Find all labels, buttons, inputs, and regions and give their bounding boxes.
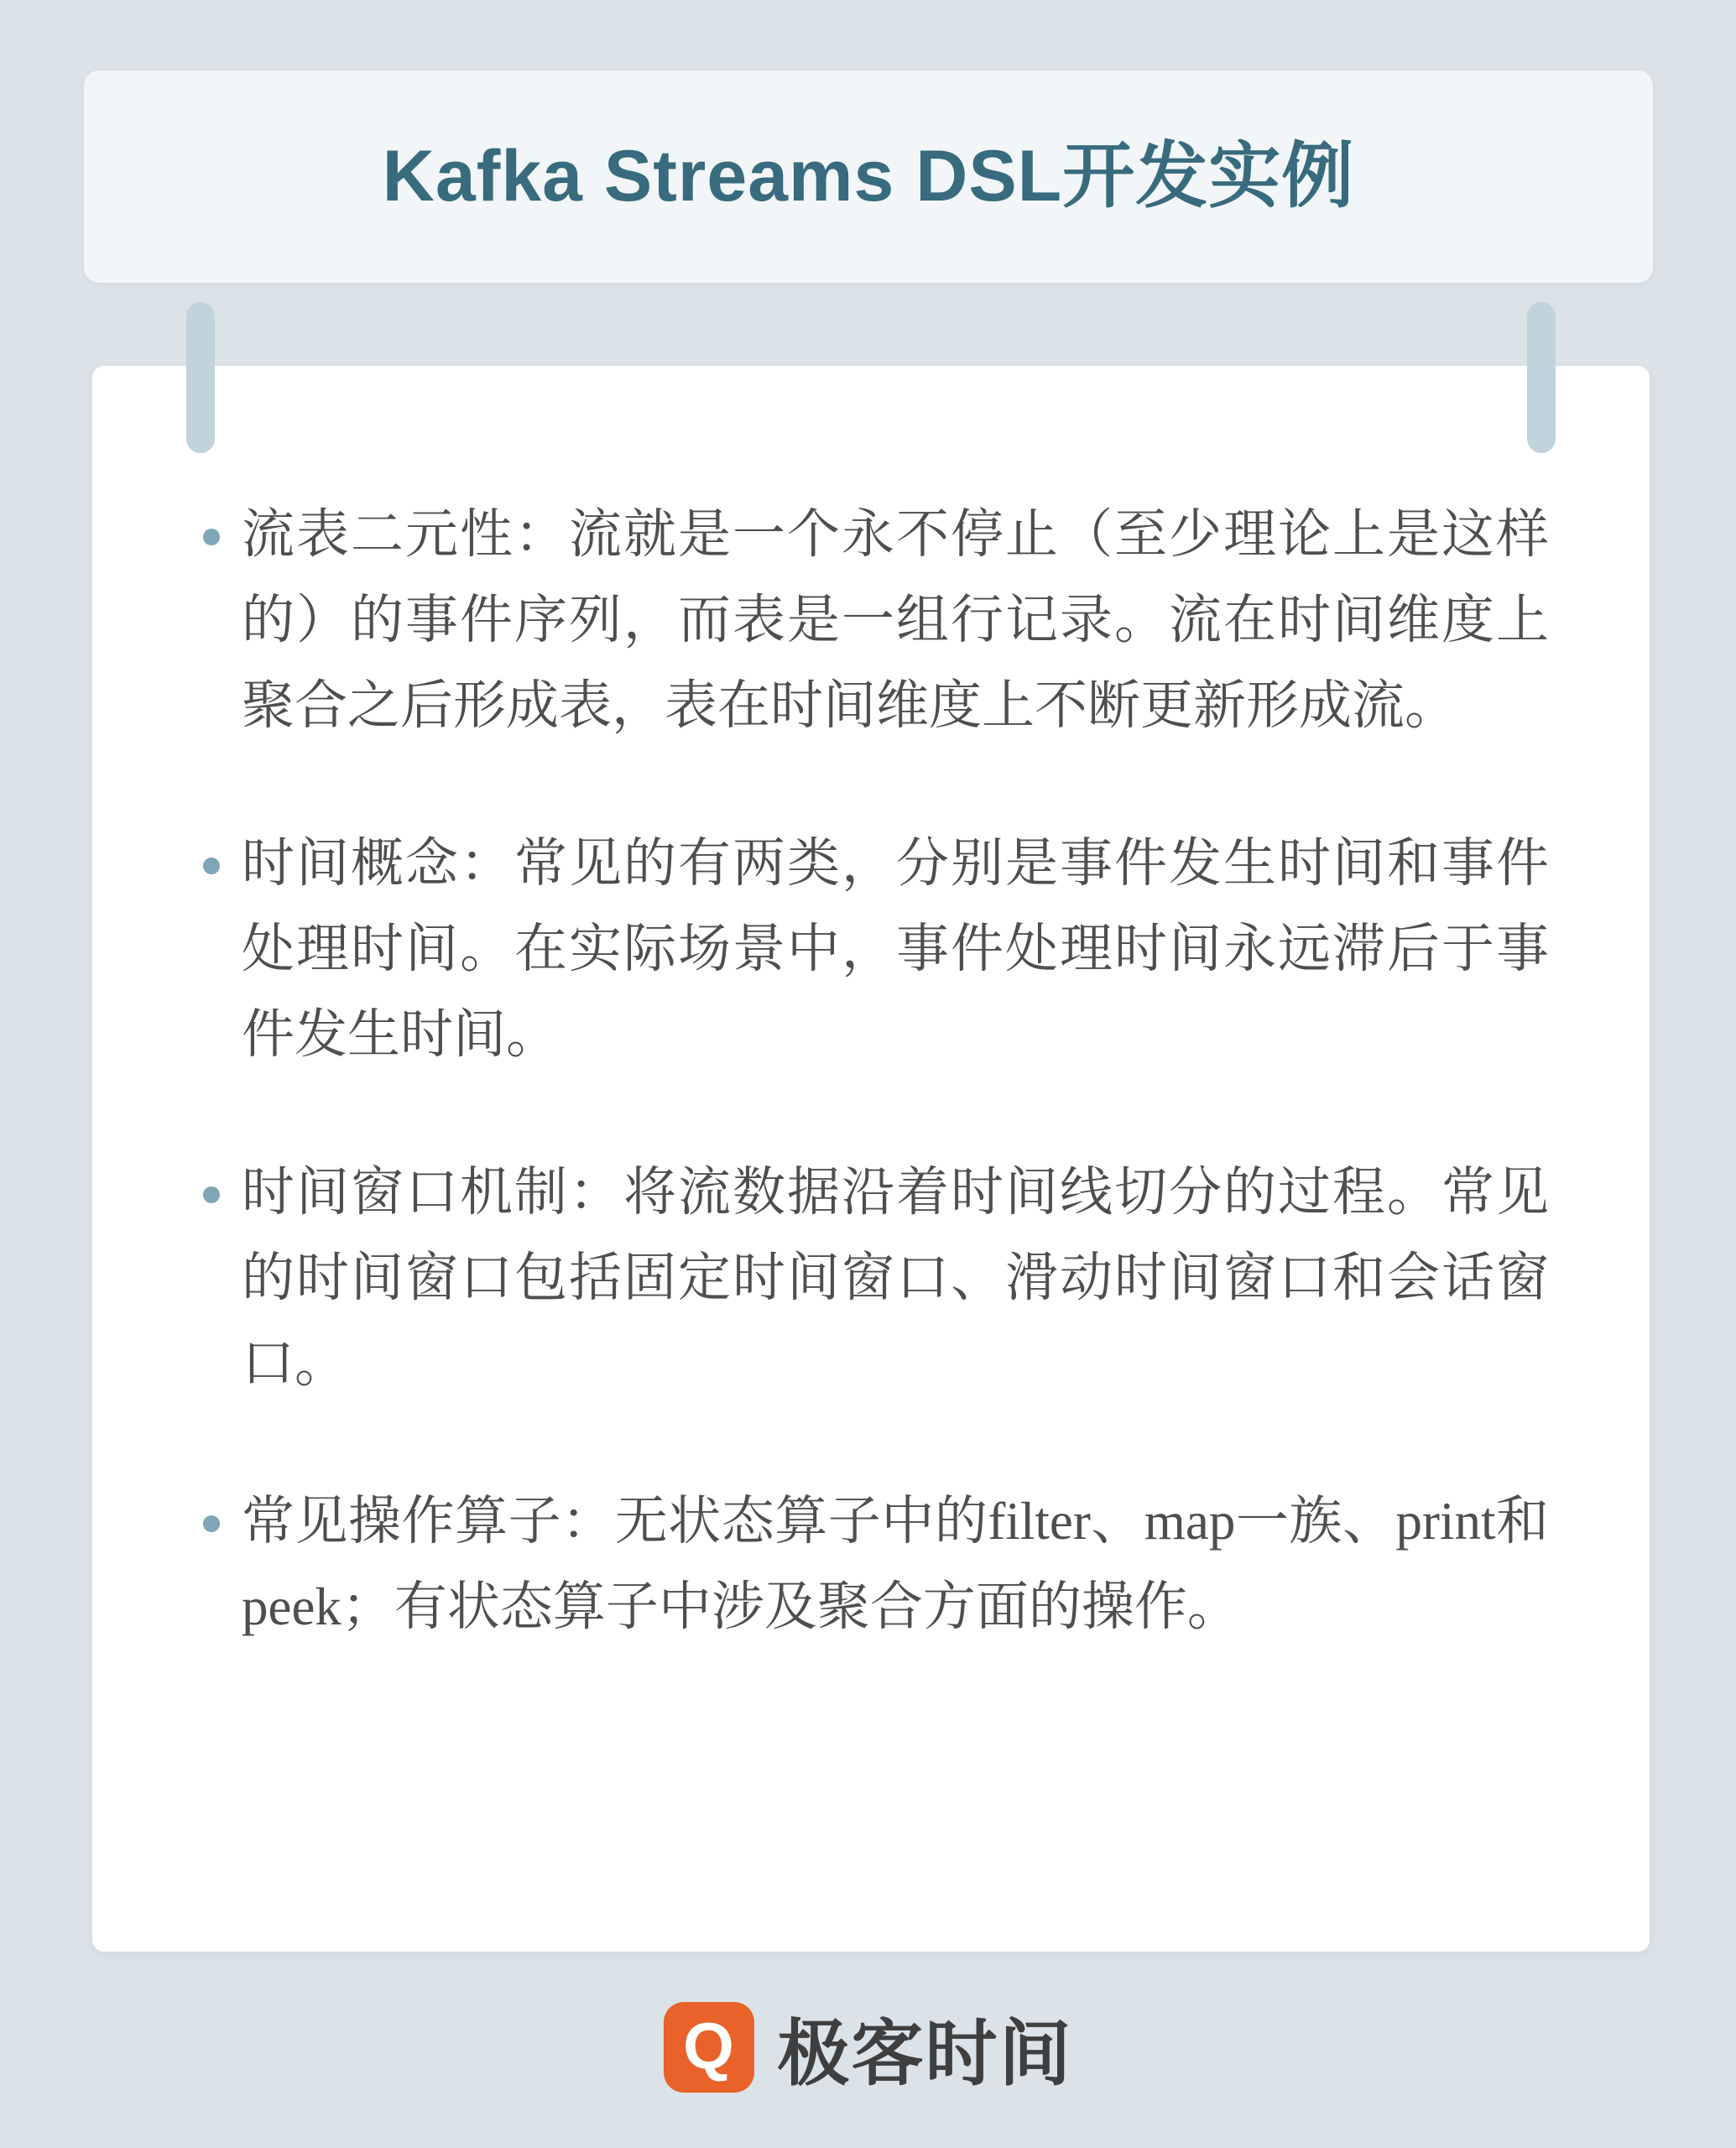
list-item-text: 时间窗口机制：将流数据沿着时间线切分的过程。常见的时间窗口包括固定时间窗口、滑动时间窗口和会话窗口。 (242, 1163, 1549, 1394)
bullet-list (193, 492, 1549, 1650)
list-item-text: 时间概念：常见的有两类，分别是事件发生时间和事件处理时间。在实际场景中，事件处理时间永远滞后于事件发生时间。 (242, 834, 1549, 1065)
paper-clip-left (186, 302, 215, 453)
list-item (193, 1478, 1549, 1650)
logo-glyph: Q (683, 2009, 734, 2083)
title-card (84, 70, 1653, 283)
list-item-text: 常见操作算子：无状态算子中的filter、map一族、print和peek；有状态算子中涉及聚合方面的操作。 (242, 1492, 1549, 1637)
logo-wordmark: 极客时间 (777, 2014, 1073, 2094)
bullet-dot-icon (203, 529, 220, 545)
list-item (193, 492, 1549, 748)
list-item (193, 1150, 1549, 1406)
paper-clip-right (1527, 302, 1556, 453)
bullet-dot-icon (203, 1186, 220, 1203)
bullet-dot-icon (203, 858, 220, 874)
page-title: Kafka Streams DSL开发实例 (382, 136, 1355, 217)
list-item-text: 流表二元性：流就是一个永不停止（至少理论上是这样的）的事件序列，而表是一组行记录。流在时间维度上聚合之后形成表，表在时间维度上不断更新形成流。 (242, 505, 1549, 736)
content-card (92, 366, 1650, 1952)
bullet-dot-icon (203, 1515, 220, 1532)
geekbang-logo-icon (664, 2002, 754, 2093)
footer-branding (0, 1984, 1736, 2110)
list-item (193, 821, 1549, 1077)
